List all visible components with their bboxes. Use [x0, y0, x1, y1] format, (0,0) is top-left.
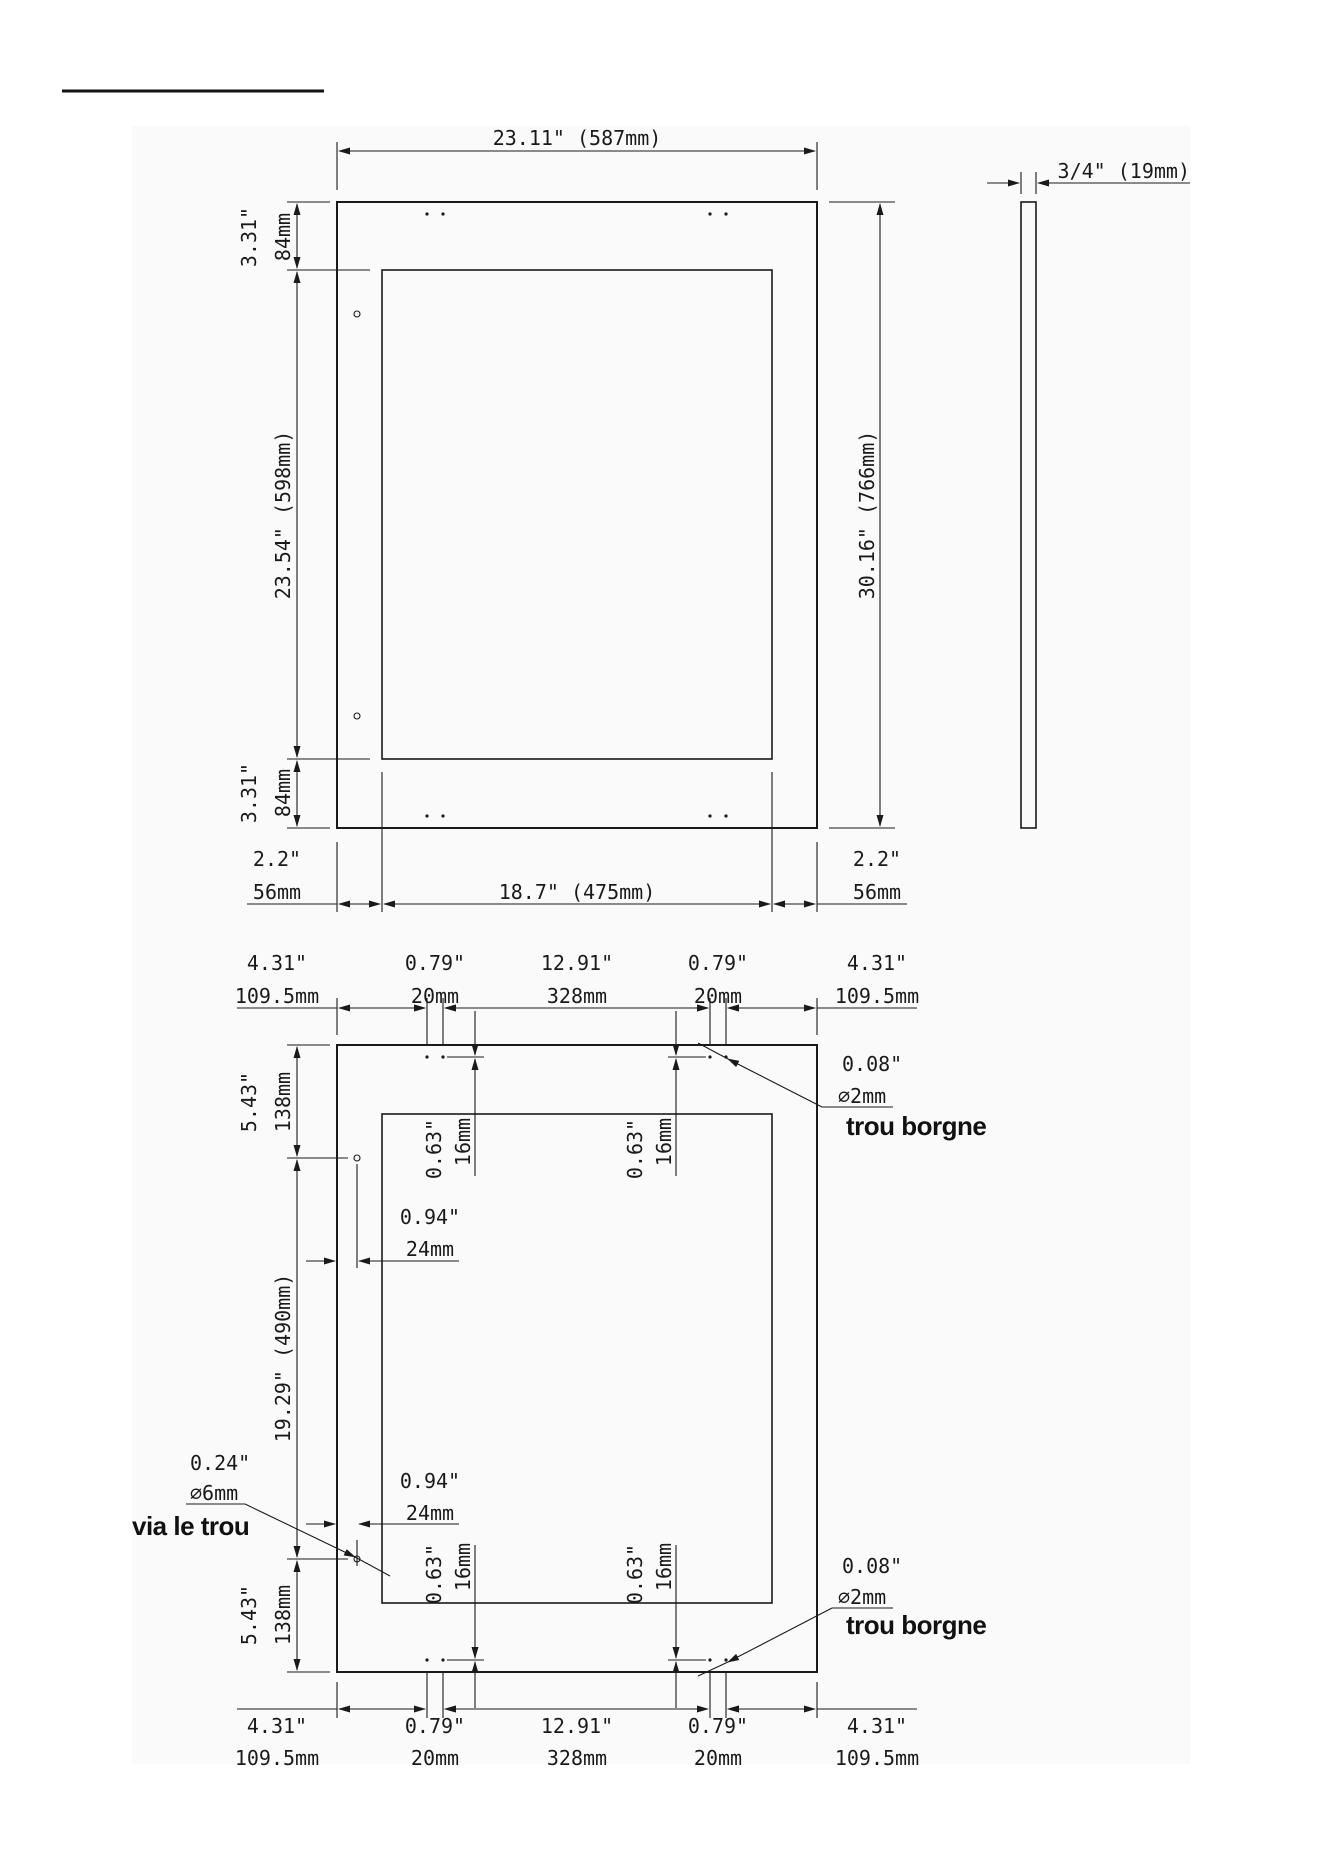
top-chain-5-mm: 109.5mm: [834, 984, 920, 1008]
through-hole-label: via le trou: [132, 1511, 250, 1541]
dim-overall-width: 23.11" (587mm): [492, 126, 662, 150]
side-hole-upper-mm: 24mm: [405, 1237, 455, 1261]
side-hole-lower-mm: 24mm: [405, 1501, 455, 1525]
top-chain-3-in: 12.91": [540, 951, 614, 975]
drawing-area: [132, 126, 1190, 1764]
dim-left-border-in: 2.2": [252, 847, 302, 871]
top-chain-4-in: 0.79": [687, 951, 749, 975]
side-hole-lower-in: 0.94": [399, 1469, 461, 1493]
blind-hole-lower-label: trou borgne: [846, 1610, 987, 1640]
blind-hole-lower-mm: ⌀2mm: [838, 1585, 887, 1609]
dim-bottom-band-mm: 84mm: [271, 768, 295, 818]
dim-top-band-b-mm: 138mm: [271, 1071, 295, 1133]
dim-top-band-in: 3.31": [237, 206, 261, 268]
dim-mid-height: 19.29" (490mm): [271, 1273, 295, 1443]
bottom-hole-offset-mm-right: 16mm: [652, 1542, 676, 1592]
top-chain-2-mm: 20mm: [410, 984, 460, 1008]
top-chain-3-mm: 328mm: [546, 984, 608, 1008]
bottom-hole-offset-in-left: 0.63": [422, 1543, 446, 1605]
dim-bottom-band-b-mm: 138mm: [271, 1584, 295, 1646]
through-hole-mm: ⌀6mm: [190, 1481, 239, 1505]
dim-right-border-in: 2.2": [852, 847, 902, 871]
blind-hole-lower-in: 0.08": [842, 1554, 903, 1578]
dim-top-band-b-in: 5.43": [237, 1071, 261, 1133]
bottom-chain-4-in: 0.79": [687, 1714, 749, 1738]
top-chain-2-in: 0.79": [404, 951, 466, 975]
blind-hole-upper-mm: ⌀2mm: [838, 1084, 887, 1108]
dim-left-border-mm: 56mm: [252, 880, 302, 904]
dim-top-band-mm: 84mm: [271, 212, 295, 262]
dim-thickness: 3/4" (19mm): [1057, 159, 1190, 183]
dim-inner-height: 23.54" (598mm): [271, 430, 295, 600]
top-chain-1-mm: 109.5mm: [234, 984, 320, 1008]
top-hole-offset-mm-right: 16mm: [652, 1117, 676, 1167]
bottom-chain-5-in: 4.31": [846, 1714, 908, 1738]
blind-hole-upper-label: trou borgne: [846, 1111, 987, 1141]
top-chain-5-in: 4.31": [846, 951, 908, 975]
dim-right-border-mm: 56mm: [852, 880, 902, 904]
bottom-chain-3-mm: 328mm: [546, 1746, 608, 1770]
top-chain-4-mm: 20mm: [693, 984, 743, 1008]
bottom-chain-1-in: 4.31": [246, 1714, 308, 1738]
top-hole-offset-in-right: 0.63": [623, 1118, 647, 1180]
dim-bottom-band-in: 3.31": [237, 762, 261, 824]
top-hole-offset-mm-left: 16mm: [451, 1117, 475, 1167]
bottom-chain-2-in: 0.79": [404, 1714, 466, 1738]
bottom-hole-offset-in-right: 0.63": [623, 1543, 647, 1605]
bottom-chain-2-mm: 20mm: [410, 1746, 460, 1770]
bottom-chain-1-mm: 109.5mm: [234, 1746, 320, 1770]
through-hole-in: 0.24": [190, 1451, 251, 1475]
side-hole-upper-in: 0.94": [399, 1205, 461, 1229]
bottom-hole-offset-mm-left: 16mm: [451, 1542, 475, 1592]
top-hole-offset-in-left: 0.63": [422, 1118, 446, 1180]
bottom-chain-3-in: 12.91": [540, 1714, 614, 1738]
dim-inner-width: 18.7" (475mm): [498, 880, 656, 904]
bottom-chain-4-mm: 20mm: [693, 1746, 743, 1770]
blind-hole-upper-in: 0.08": [842, 1052, 903, 1076]
dim-bottom-band-b-in: 5.43": [237, 1584, 261, 1646]
dim-overall-height: 30.16" (766mm): [855, 430, 879, 600]
bottom-chain-5-mm: 109.5mm: [834, 1746, 920, 1770]
top-chain-1-in: 4.31": [246, 951, 308, 975]
